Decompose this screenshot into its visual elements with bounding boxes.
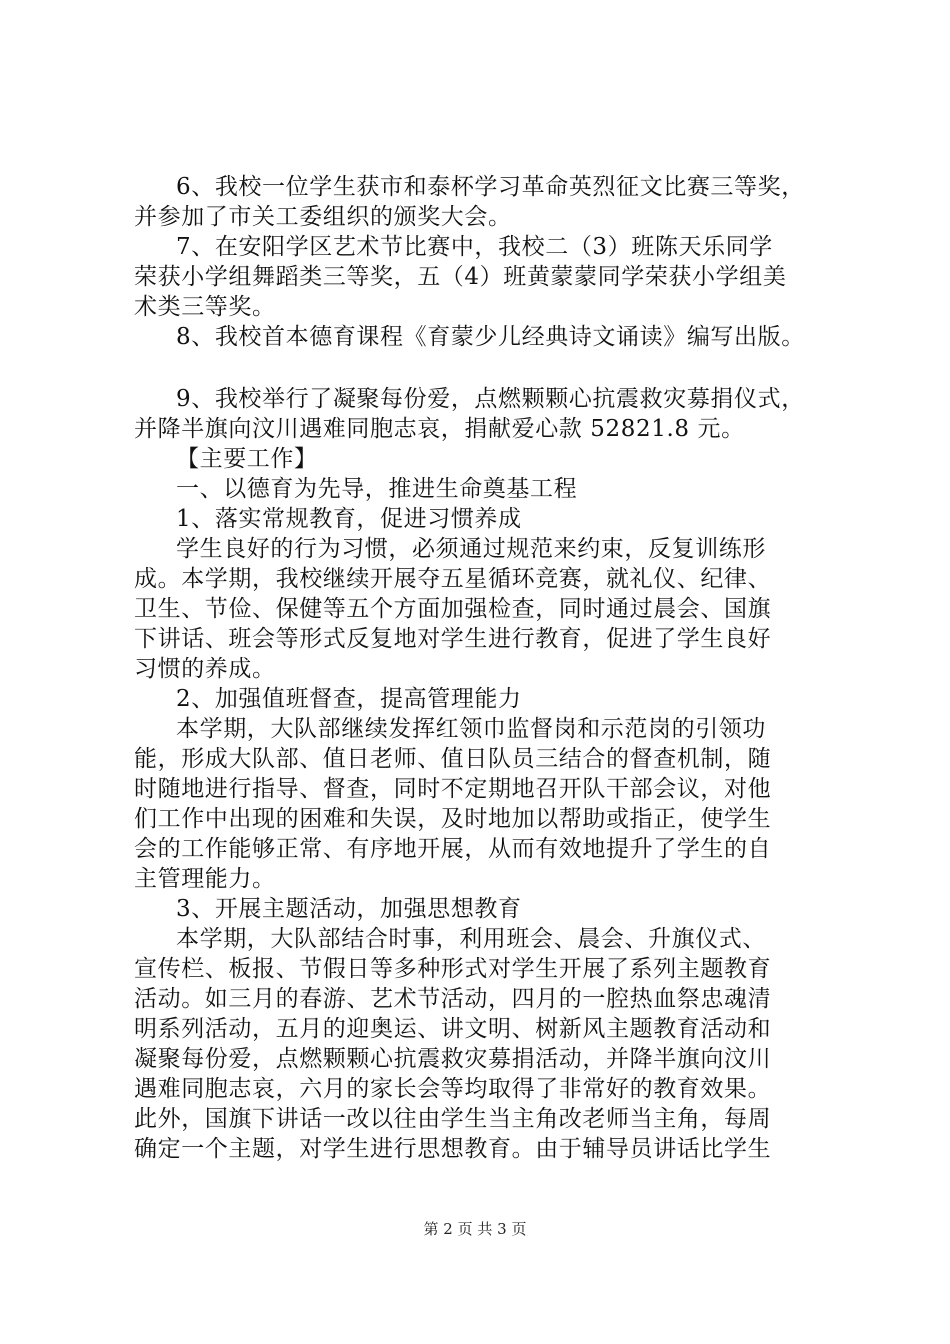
paragraph-line: 确定一个主题，对学生进行思想教育。由于辅导员讲话比学生 [134, 1136, 772, 1162]
paragraph-line: 本学期，大队部结合时事，利用班会、晨会、升旗仪式、 [176, 926, 766, 952]
paragraph-line: 成。本学期，我校继续开展夺五星循环竞赛，就礼仪、纪律、 [134, 566, 772, 592]
paragraph-line: 并降半旗向汶川遇难同胞志哀，捐献爱心款 52821.8 元。 [134, 416, 745, 442]
subsection-title: 3、开展主题活动，加强思想教育 [176, 896, 522, 922]
paragraph-line: 凝聚每份爱，点燃颗颗心抗震救灾募捐活动，并降半旗向汶川 [134, 1046, 772, 1072]
paragraph-line: 术类三等奖。 [134, 294, 276, 320]
document-body [134, 172, 834, 1164]
page-footer: 第 2 页 共 3 页 [423, 1220, 527, 1238]
paragraph-line: 主管理能力。 [134, 866, 276, 892]
section-title: 一、以德育为先导，推进生命奠基工程 [176, 476, 578, 502]
paragraph-line: 下讲话、班会等形式反复地对学生进行教育，促进了学生良好 [134, 626, 772, 652]
paragraph-line: 时随地进行指导、督查，同时不定期地召开队干部会议，对他 [134, 776, 772, 802]
paragraph-line: 们工作中出现的困难和失误，及时地加以帮助或指正，使学生 [134, 806, 772, 832]
paragraph-line: 能，形成大队部、值日老师、值日队员三结合的督查机制，随 [134, 746, 772, 772]
paragraph-line: 荣获小学组舞蹈类三等奖，五（4）班黄蒙蒙同学荣获小学组美 [134, 264, 787, 290]
paragraph-line: 遇难同胞志哀，六月的家长会等均取得了非常好的教育效果。 [134, 1076, 772, 1102]
paragraph-line: 活动。如三月的春游、艺术节活动，四月的一腔热血祭忠魂清 [134, 986, 772, 1012]
paragraph-line: 习惯的养成。 [134, 656, 276, 682]
paragraph-line: 卫生、节俭、保健等五个方面加强检查，同时通过晨会、国旗 [134, 596, 772, 622]
subsection-title: 1、落实常规教育，促进习惯养成 [176, 506, 522, 532]
paragraph-line: 本学期，大队部继续发挥红领巾监督岗和示范岗的引领功 [176, 716, 766, 742]
paragraph-line: 明系列活动，五月的迎奥运、讲文明、树新风主题教育活动和 [134, 1016, 772, 1042]
paragraph-line: 学生良好的行为习惯，必须通过规范来约束，反复训练形 [176, 536, 766, 562]
paragraph-line: 并参加了市关工委组织的颁奖大会。 [134, 204, 512, 230]
paragraph-line: 8、我校首本德育课程《育蒙少儿经典诗文诵读》编写出版。 [176, 324, 805, 350]
section-heading: 【主要工作】 [176, 446, 318, 472]
paragraph-line: 会的工作能够正常、有序地开展，从而有效地提升了学生的自 [134, 836, 772, 862]
paragraph-line: 宣传栏、板报、节假日等多种形式对学生开展了系列主题教育 [134, 956, 772, 982]
paragraph-line: 6、我校一位学生获市和泰杯学习革命英烈征文比赛三等奖， [176, 174, 805, 200]
subsection-title: 2、加强值班督查，提高管理能力 [176, 686, 522, 712]
paragraph-line: 此外，国旗下讲话一改以往由学生当主角改老师当主角，每周 [134, 1106, 772, 1132]
paragraph-line: 7、在安阳学区艺术节比赛中，我校二（3）班陈天乐同学 [176, 234, 773, 260]
paragraph-line: 9、我校举行了凝聚每份爱，点燃颗颗心抗震救灾募捐仪式， [176, 386, 805, 412]
